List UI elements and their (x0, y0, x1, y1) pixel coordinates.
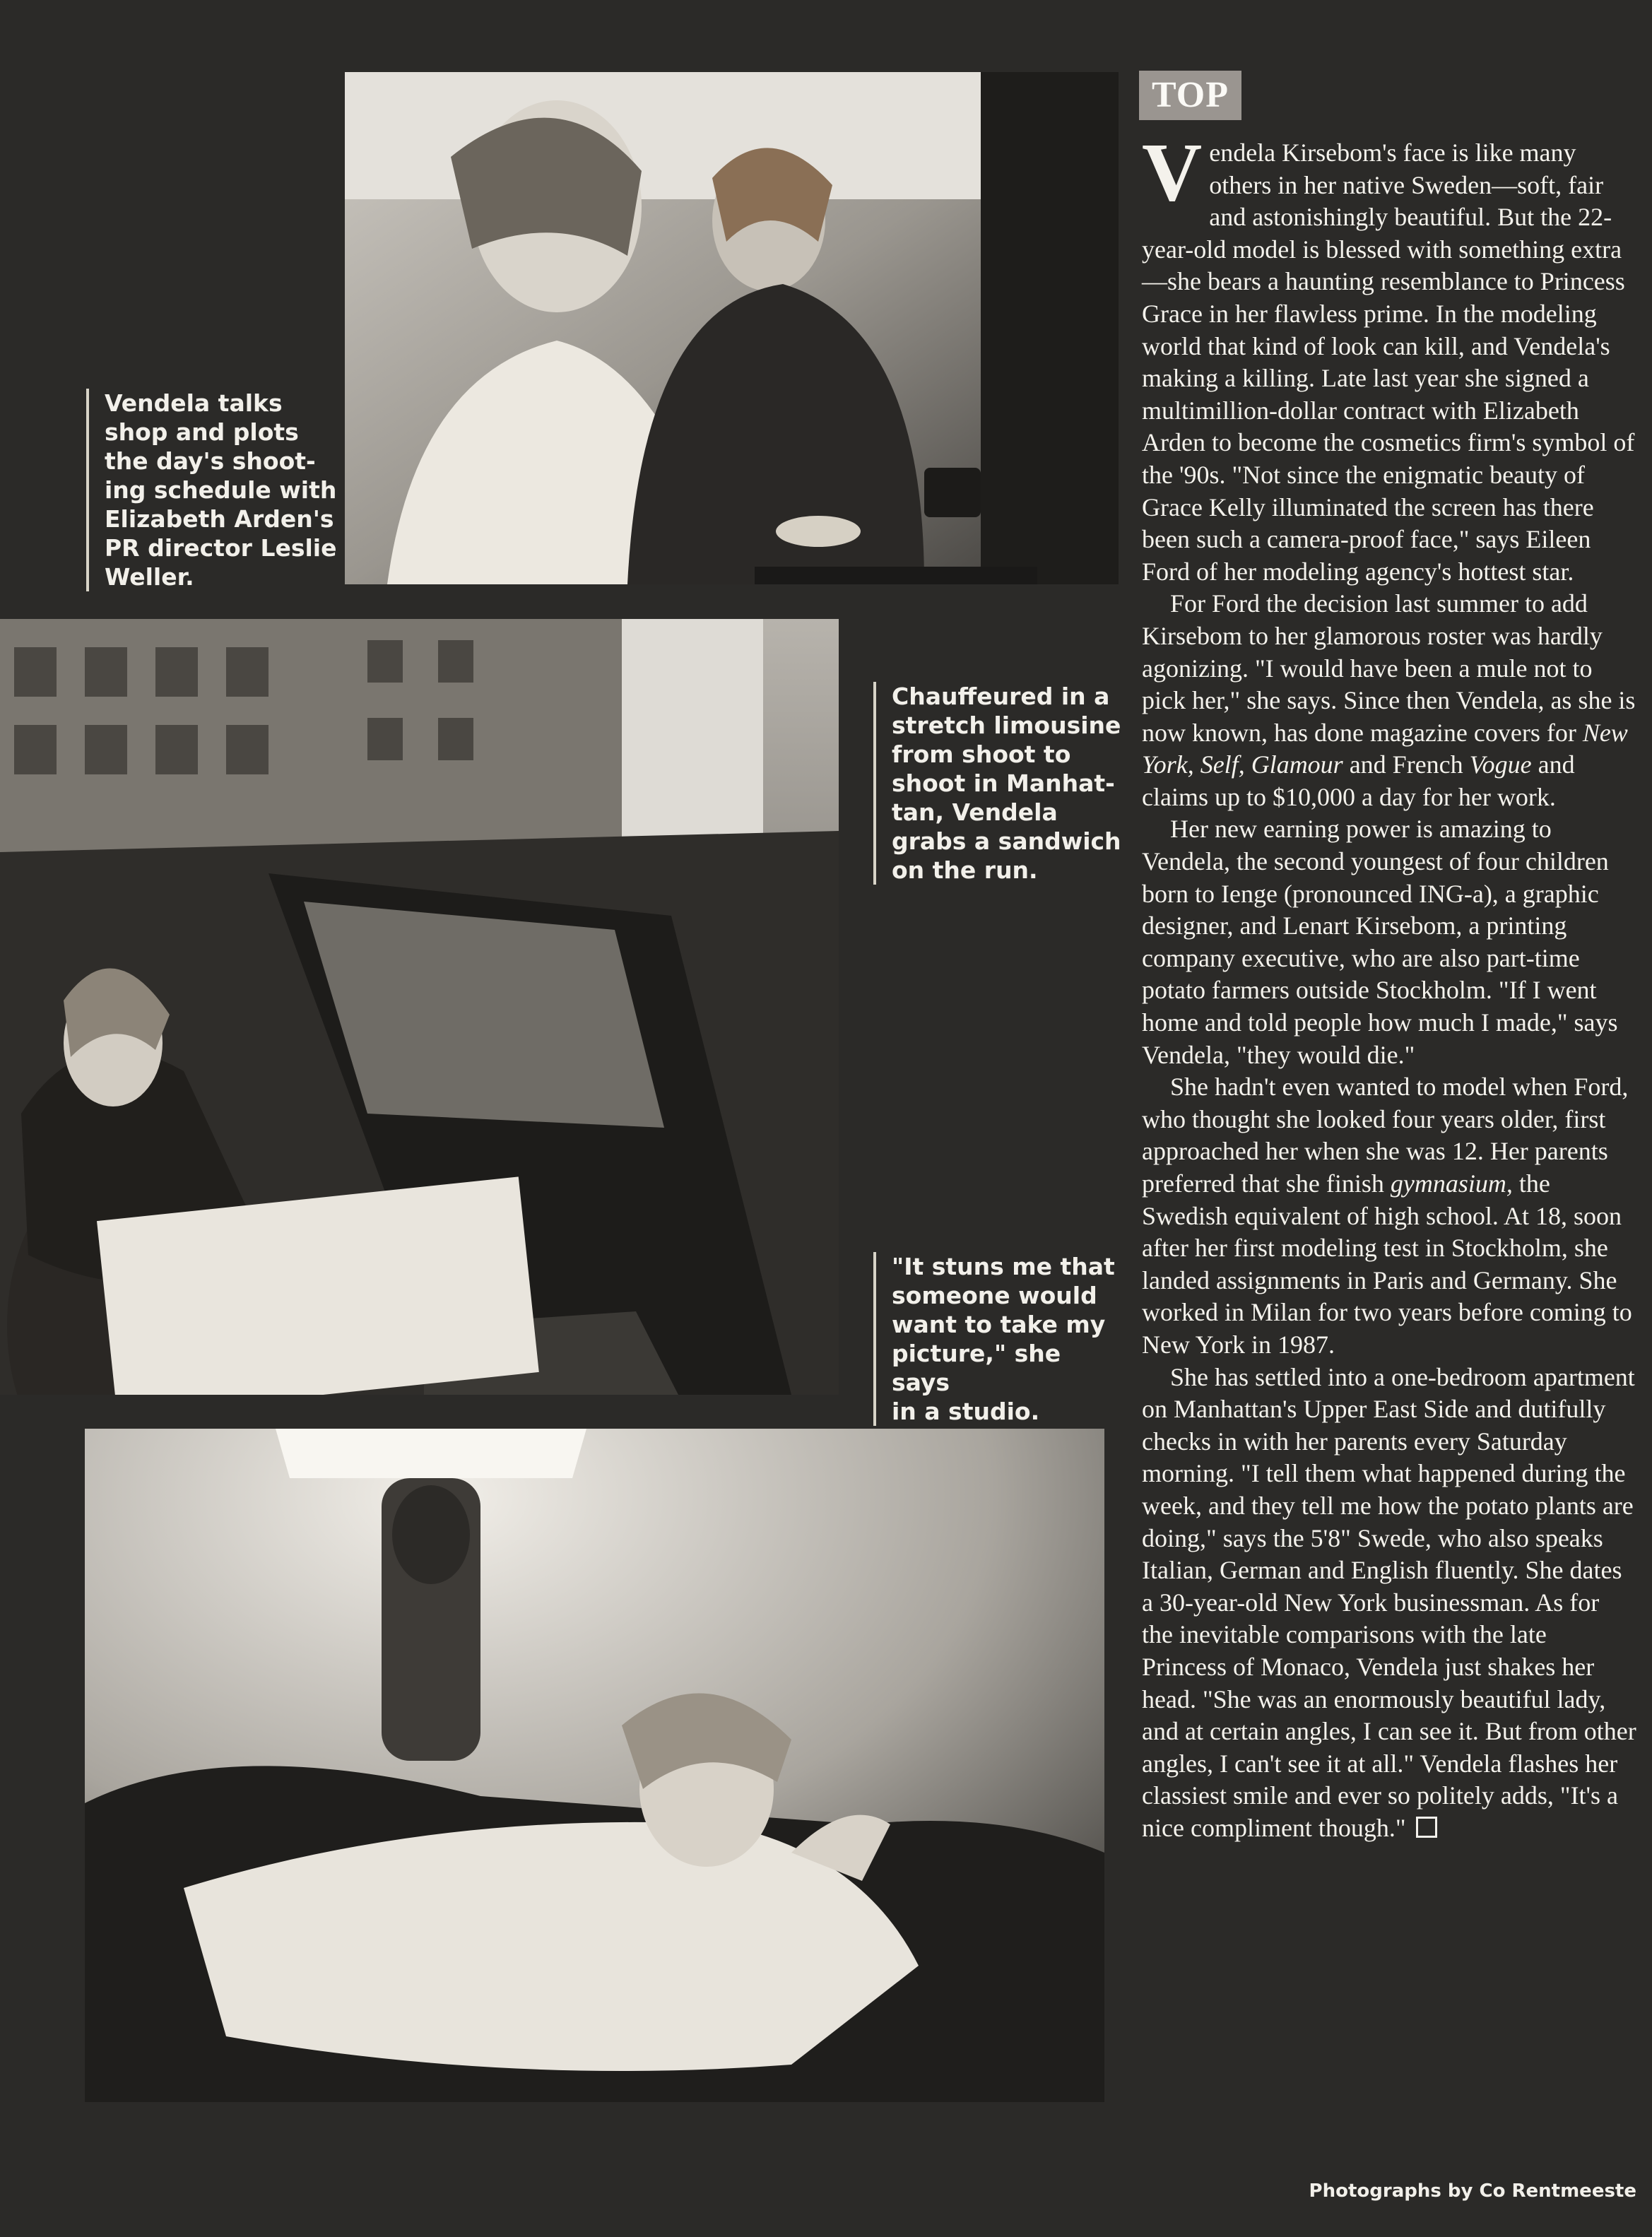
article-paragraph-2: For Ford the decision last summer to add Kirsebom to her glamorous roster was hardly agonizing. "I would have been a mule not to pick her," she says. Since then Vendela, as she is now known, has done magazine covers for New York, Self, Glamour and French Vogue and claims up to $10,000 a day for her work. (1142, 589, 1636, 811)
article-paragraph-3: Her new earning power is amazing to Vendela, the second youngest of four children born to Ienge (pronounced ING-a), a graphic designer, and Lenart Kirsebom, a printing company executive, who are also part-time potato farmers outside Stockholm. "If I went home and told people how much I made," says Vendela, "they would die." (1142, 815, 1618, 1069)
end-mark-icon (1416, 1817, 1437, 1838)
photo-studio (85, 1429, 1104, 2102)
article-body (1142, 126, 1636, 1844)
caption-talks-shop: Vendela talks shop and plots the day's shoot- ing schedule with Elizabeth Arden's PR director Leslie Weller. (86, 389, 338, 591)
photo-street (0, 619, 839, 1395)
section-tag: TOP (1139, 71, 1241, 120)
caption-limousine: Chauffeured in a stretch limousine from shoot to shoot in Manhat- tan, Vendela grabs a sandwich on the run. (873, 682, 1125, 885)
caption-stuns-me: "It stuns me that someone would want to take my picture," she says in a studio. (873, 1252, 1125, 1426)
photo-cafe (345, 72, 1119, 584)
article-paragraph-1: Vendela Kirsebom's face is like many others in her native Sweden—soft, fair and astonishingly beautiful. But the 22-year-old model is blessed with something extra—she bears a haunting resemblance to Princess Grace in her flawless prime. In the modeling world that kind of look can kill, and Vendela's making a killing. Late last year she signed a multimillion-dollar contract with Elizabeth Arden to become the cosmetics firm's symbol of the '90s. "Not since the enigmatic beauty of Grace Kelly illuminated the screen has there been such a camera-proof face," says Eileen Ford of her modeling agency's hottest star. (1142, 126, 1635, 586)
article-paragraph-5: She has settled into a one-bedroom apartment on Manhattan's Upper East Side and dutifully checks in with her parents every Saturday morning. "I tell them what happened during the week, and they tell me how the potato plants are doing," says the 5'8" Swede, who also speaks Italian, German and English fluently. She dates a 30-year-old New York businessman. As for the inevitable comparisons with the late Princess of Monaco, Vendela just shakes her head. "She was an enormously beautiful lady, and at certain angles, I can see it. But from other angles, I can't see it at all." Vendela flashes her classiest smile and ever so politely adds, "It's a nice compliment though." (1142, 1362, 1636, 1842)
drop-cap: V (1142, 126, 1203, 218)
article-paragraph-4: She hadn't even wanted to model when Ford, who thought she looked four years older, first approached her when she was 12. Her parents preferred that she finish gymnasium, the Swedish equivalent of high school. At 18, soon after her first modeling test in Stockholm, she landed assignments in Paris and Germany. She worked in Milan for two years before coming to New York in 1987. (1142, 1073, 1632, 1359)
photo-credit: Photographs by Co Rentmeeste (1309, 2180, 1636, 2202)
